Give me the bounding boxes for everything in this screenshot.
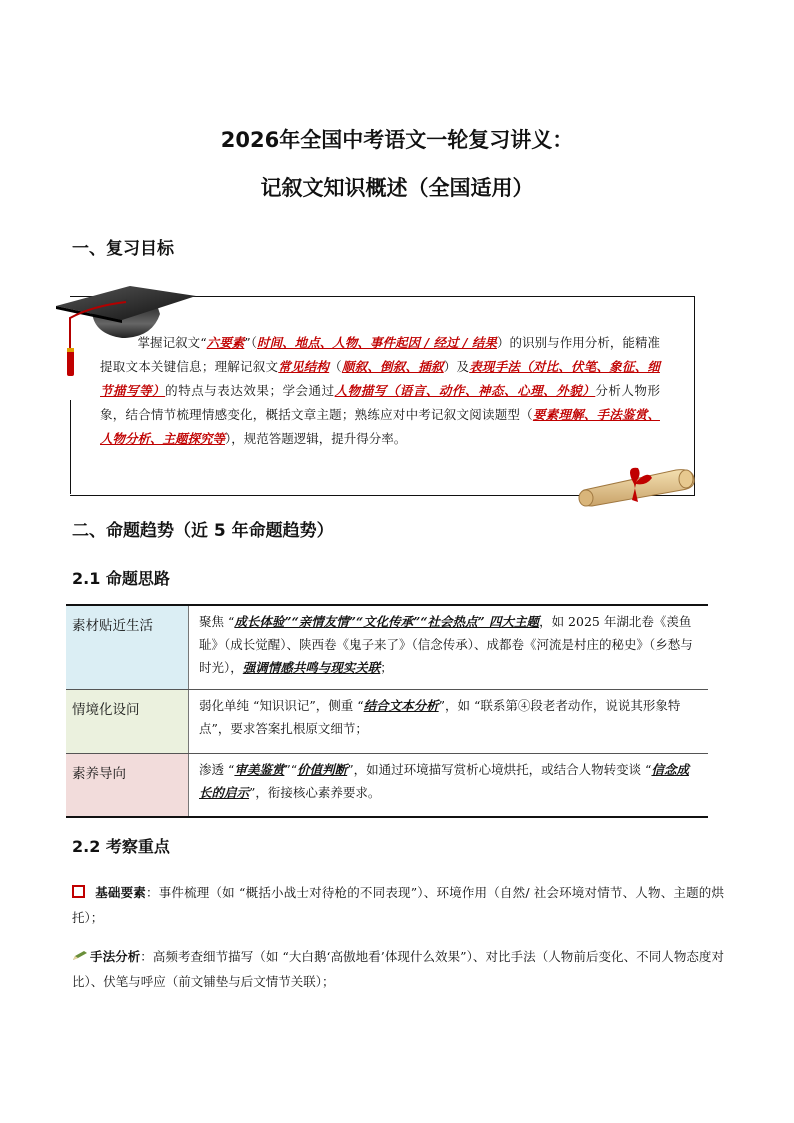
goal-emphasis: 顺叙、倒叙、插叙 xyxy=(341,359,444,374)
subsection-heading-focus: 2.2 考察重点 xyxy=(72,837,170,856)
pencil-icon xyxy=(72,950,88,962)
table-row xyxy=(66,753,708,817)
goal-emphasis: 要素理解、手法鉴赏、人物分析、主题探究等 xyxy=(100,407,660,446)
goal-emphasis: 表现手法（对比、伏笔、象征、细节描写等） xyxy=(100,359,660,398)
section-heading-trends: 二、命题趋势（近 5 年命题趋势） xyxy=(72,521,334,541)
table-row xyxy=(66,605,708,689)
table-row-header: 素养导向 xyxy=(66,753,189,817)
section-heading-review-goals: 一、复习目标 xyxy=(72,239,174,259)
goal-paragraph: 掌握记叙文“六要素”（时间、地点、人物、事件起因 / 经过 / 结果）的识别与作用分析，能精准提取文本关键信息；理解记叙文常见结构（顺叙、倒叙、插叙）及表现手法（对比、伏笔、象征、细节描写等）的特点与表达效果；学会通过人物描写（语言、动作、神态、心理、外貌）分析人物形象，结合情节梳理情感变化，概括文章主题；熟练应对中考记叙文阅读题型（要素理解、手法鉴赏、人物分析、主题探究等），规范答题逻辑，提升得分率。 xyxy=(100,335,661,446)
scroll-icon xyxy=(576,460,700,510)
focus-technique-analysis: 手法分析：高频考查细节描写（如 “大白鹅‘高傲地看’体现什么效果”）、对比手法（人物前后变化、不同人物态度对比）、伏笔与呼应（前文铺垫与后文情节关联）； xyxy=(72,949,724,989)
goal-emphasis: 人物描写（语言、动作、神态、心理、外貌） xyxy=(334,383,596,398)
goal-emphasis: 常见结构 xyxy=(278,359,330,374)
table-row-header: 素材贴近生活 xyxy=(66,605,189,689)
focus-label: 基础要素 xyxy=(95,885,146,900)
document-title-line2: 记叙文知识概述（全国适用） xyxy=(260,176,534,200)
table-row xyxy=(66,689,708,753)
trends-table xyxy=(66,604,708,818)
goal-box-left-border xyxy=(70,400,71,494)
goal-emphasis: 时间、地点、人物、事件起因 / 经过 / 结果 xyxy=(257,335,497,350)
table-row-header: 情境化设问 xyxy=(66,689,189,753)
focus-label: 手法分析 xyxy=(90,949,141,964)
document-title-line1: 2026年全国中考语文一轮复习讲义： xyxy=(220,128,574,152)
checkbox-bullet-icon xyxy=(72,885,85,898)
table-row-content: 渗透 “审美鉴赏”“价值判断”，如通过环境描写赏析心境烘托，或结合人物转变谈 “信念成长的启示”，衔接核心素养要求。 xyxy=(189,753,709,817)
goal-emphasis: 六要素 xyxy=(206,335,245,350)
table-row-content: 聚焦 “成长体验”“亲情友情”“文化传承”“社会热点” 四大主题，如 2025 年湖北卷《羡鱼耻》（成长觉醒）、陕西卷《鬼子来了》（信念传承）、成都卷《河流是村庄的秘史》（乡愁与时光），强调情感共鸣与现实关联； xyxy=(189,605,709,689)
focus-basic-elements: 基础要素：事件梳理（如 “概括小战士对待枪的不同表现”）、环境作用（自然/ 社会环境对情节、人物、主题的烘托）； xyxy=(72,885,724,925)
subsection-heading-ideas: 2.1 命题思路 xyxy=(72,569,170,588)
table-row-content: 弱化单纯 “知识识记”，侧重 “结合文本分析”，如 “联系第④段老者动作，说说其形象特点”，要求答案扎根原文细节； xyxy=(189,689,709,753)
